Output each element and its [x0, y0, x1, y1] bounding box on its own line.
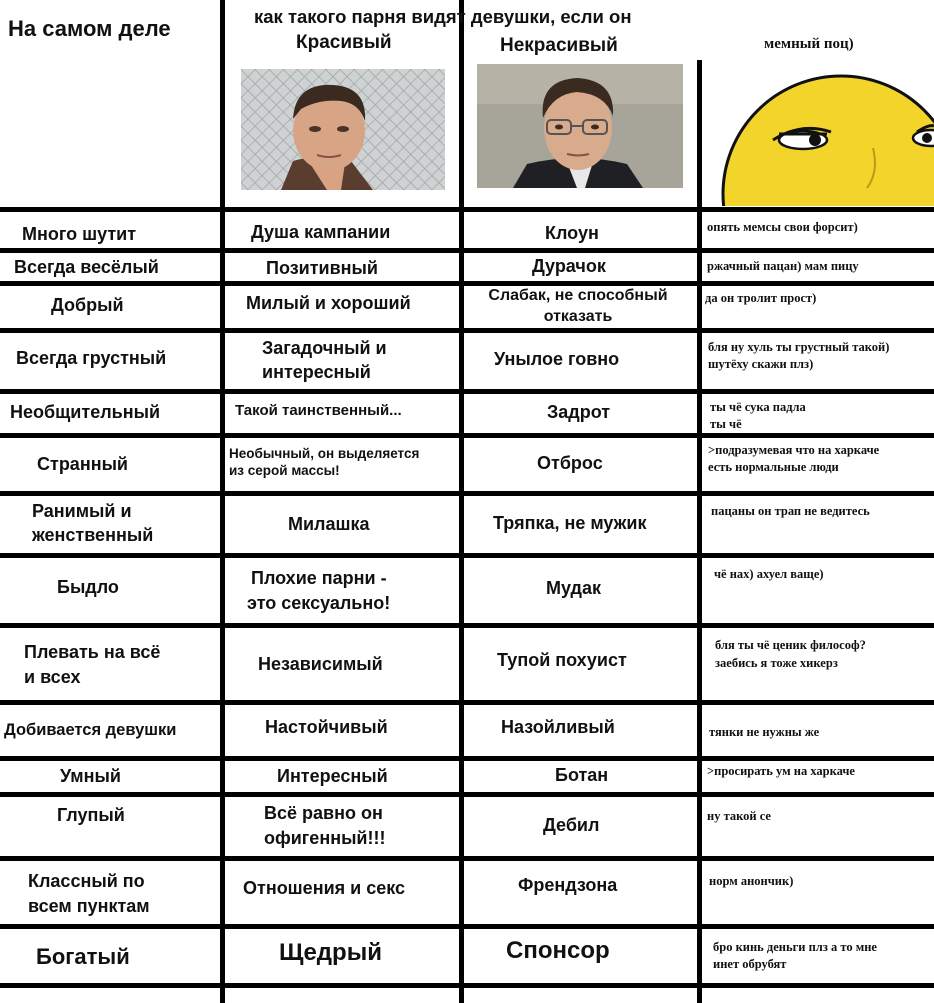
actual-cell-line1: Классный по [28, 871, 145, 891]
ugly-header: Некрасивый [500, 35, 618, 56]
hline [0, 553, 934, 558]
actual-cell: Необщительный [10, 402, 161, 422]
handsome-cell: Милашка [288, 514, 370, 534]
meme-cell-line2: есть нормальные люди [708, 460, 839, 474]
actual-cell-line1: Ранимый и [32, 501, 132, 521]
handsome-cell-line1: Загадочный и [262, 338, 387, 358]
actual-cell-line2: и всех [24, 667, 81, 687]
meme-header: мемный поц) [764, 36, 854, 52]
vline-1 [220, 0, 225, 1003]
handsome-cell-line1: Плохие парни - [251, 568, 387, 588]
handsome-guy-photo [241, 69, 445, 190]
handsome-cell: Интересный [277, 766, 388, 786]
hline [0, 623, 934, 628]
hline [0, 281, 934, 286]
hline [0, 328, 934, 333]
ugly-cell: Назойливый [501, 717, 615, 737]
actual-cell-line2: всем пунктам [28, 896, 150, 916]
handsome-cell: Независимый [258, 654, 383, 674]
handsome-cell-line2: из серой массы! [229, 463, 340, 478]
vline-2 [459, 0, 464, 1003]
ugly-cell: Отброс [537, 453, 603, 473]
meme-cell: опять мемсы свои форсит) [707, 220, 858, 234]
meme-cell-line2: ты чё [710, 417, 742, 431]
ugly-cell: Ботан [555, 765, 609, 785]
ugly-cell: Тряпка, не мужик [493, 513, 647, 533]
actual-cell: Глупый [57, 805, 125, 825]
ugly-cell-line2: отказать [543, 308, 613, 325]
corner-header: На самом деле [8, 16, 171, 41]
actual-cell-line1: Плевать на всё [24, 642, 161, 662]
actual-cell-line2: женственный [32, 525, 154, 545]
meme-cell: чё нах) ахуел ваще) [714, 567, 824, 581]
handsome-cell: Щедрый [279, 939, 382, 966]
meme-cell: тянки не нужны же [709, 725, 820, 739]
ugly-cell: Мудак [546, 578, 602, 598]
meme-cell: пацаны он трап не ведитесь [711, 504, 870, 518]
handsome-cell-line2: офигенный!!! [264, 828, 386, 848]
hline [0, 248, 934, 253]
meme-cell: >просирать ум на харкаче [707, 764, 855, 778]
meme-cell: ржачный пацан) мам пицу [707, 259, 859, 273]
meme-cell-line1: бро кинь деньги плз а то мне [713, 940, 877, 954]
meme-cell-line1: ты чё сука падла [710, 400, 806, 414]
hline [0, 924, 934, 929]
actual-cell: Всегда весёлый [14, 257, 159, 277]
handsome-cell-line2: интересный [262, 362, 371, 382]
hline [0, 433, 934, 438]
handsome-header: Красивый [296, 32, 392, 53]
meme-cell-line1: >подразумевая что на харкаче [708, 443, 880, 457]
meme-cell-line2: заебись я тоже хикерз [715, 656, 838, 670]
handsome-cell: Такой таинственный... [235, 402, 402, 419]
meme-cell-line1: бля ну хуль ты грустный такой) [708, 340, 890, 354]
top-header: как такого парня видят девушки, если он [254, 6, 632, 27]
handsome-cell: Милый и хороший [246, 293, 411, 313]
ugly-guy-photo [477, 64, 683, 188]
meme-cell: да он тролит прост) [705, 291, 817, 305]
handsome-cell: Отношения и секс [243, 878, 406, 898]
meme-cell-line2: шутёху скажи плз) [708, 357, 814, 371]
hline [0, 207, 934, 212]
actual-cell: Много шутит [22, 224, 137, 244]
handsome-cell: Позитивный [266, 258, 378, 278]
actual-cell: Быдло [57, 577, 119, 597]
actual-cell: Всегда грустный [16, 348, 167, 368]
handsome-cell-line1: Всё равно он [264, 803, 383, 823]
handsome-cell: Душа кампании [251, 222, 391, 242]
meme-face-picture [703, 62, 934, 206]
hline [0, 756, 934, 761]
ugly-cell: Спонсор [506, 937, 610, 964]
meme-cell: норм анончик) [709, 874, 794, 888]
meme-cell-line1: бля ты чё ценик философ? [715, 638, 866, 652]
actual-cell: Богатый [36, 944, 130, 969]
ugly-cell: Тупой похуист [497, 650, 627, 670]
hline [0, 792, 934, 797]
actual-cell: Умный [60, 766, 121, 786]
actual-cell: Добрый [51, 295, 124, 315]
ugly-cell: Задрот [547, 402, 611, 422]
ugly-cell: Унылое говно [494, 349, 620, 369]
vline-3 [697, 60, 702, 1003]
hline [0, 983, 934, 988]
handsome-cell-line2: это сексуально! [247, 593, 391, 613]
ugly-cell-line1: Слабак, не способный [488, 287, 668, 304]
actual-cell: Странный [37, 454, 129, 474]
handsome-cell-line1: Необычный, он выделяется [229, 446, 420, 461]
ugly-cell: Дебил [543, 815, 600, 835]
ugly-cell: Френдзона [518, 875, 618, 895]
ugly-cell: Дурачок [532, 256, 606, 276]
hline [0, 856, 934, 861]
hline [0, 700, 934, 705]
ugly-cell: Клоун [545, 223, 599, 243]
handsome-cell: Настойчивый [265, 717, 388, 737]
hline [0, 491, 934, 496]
meme-cell-line2: инет обрубят [713, 957, 787, 971]
hline [0, 389, 934, 394]
actual-cell: Добивается девушки [4, 721, 177, 739]
meme-cell: ну такой се [707, 809, 771, 823]
